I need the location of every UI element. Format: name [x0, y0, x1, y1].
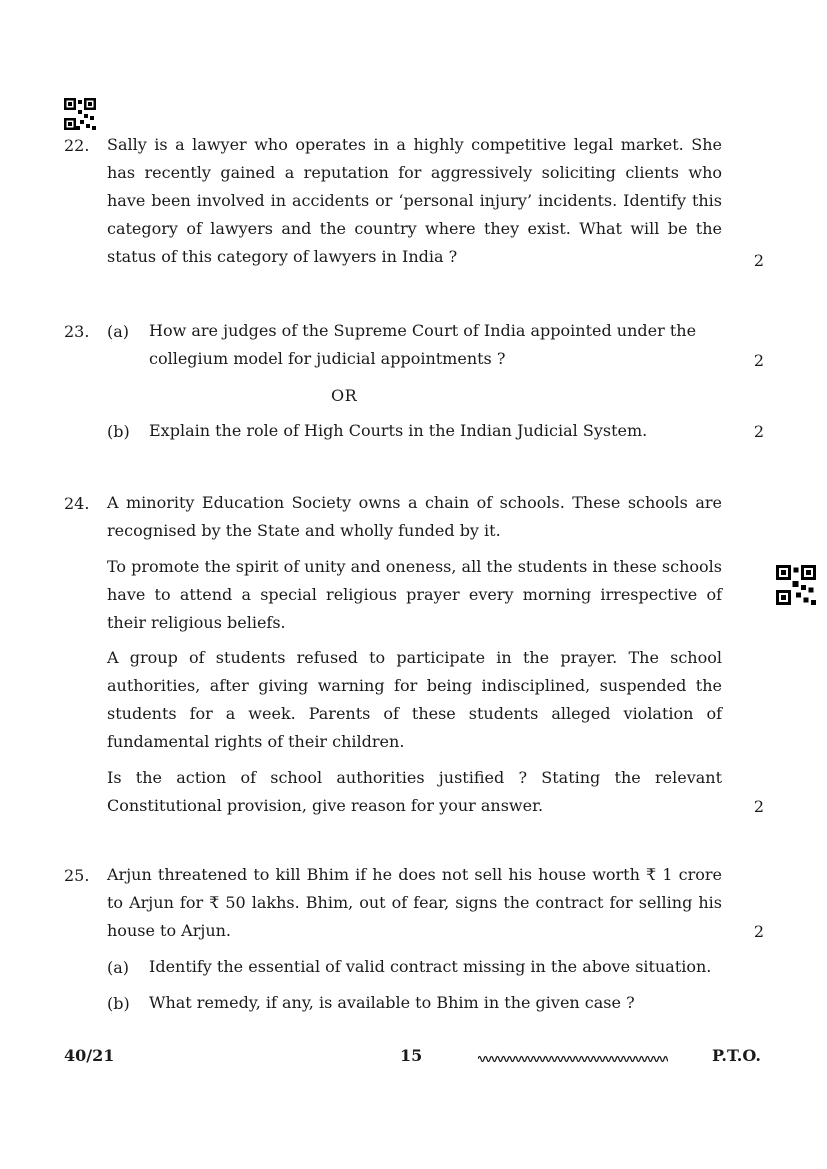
part-label: (b)	[107, 994, 130, 1013]
question-number: 23.	[64, 322, 90, 341]
question-text: Arjun threatened to kill Bhim if he does not sell his house worth ₹ 1 crore to Arjun for ₹ 50 lakhs. Bhim, out of fear, signs the contract for selling his house to Arjun.	[107, 865, 722, 940]
part-label: (b)	[107, 422, 130, 441]
question-number: 25.	[64, 866, 90, 885]
question-marks: 2	[753, 922, 764, 941]
question-text: Sally is a lawyer who operates in a highly competitive legal market. She has recently gained a reputation for aggressively soliciting clients who have been involved in accidents or ‘personal injury’ incidents. Identify this category of lawyers and the country where they exist. What will be the status of this category of lawyers in India ?	[107, 135, 722, 266]
question-marks: 2	[753, 422, 764, 441]
qr-code-icon	[64, 98, 96, 130]
part-text: Identify the essential of valid contract missing in the above situation.	[149, 957, 712, 976]
wavy-line-decoration	[478, 1050, 668, 1069]
part-label: (a)	[107, 958, 130, 977]
question-paragraph: A group of students refused to participate in the prayer. The school authorities, after giving warning for being indisciplined, suspended the students for a week. Parents of these students alleged violation of fundamental rights of their children.	[107, 648, 722, 751]
question-number: 22.	[64, 136, 90, 155]
question-paragraph: Is the action of school authorities justified ? Stating the relevant Constitutional provision, give reason for your answer.	[107, 768, 722, 815]
page-number: 15	[400, 1046, 423, 1065]
part-text: How are judges of the Supreme Court of India appointed under the collegium model for judicial appointments ?	[149, 321, 697, 368]
question-paragraph: A minority Education Society owns a chain of schools. These schools are recognised by the State and wholly funded by it.	[107, 493, 722, 540]
part-label: (a)	[107, 322, 130, 341]
qr-code-top	[64, 98, 96, 130]
paper-code: 40/21	[64, 1046, 115, 1065]
part-text: Explain the role of High Courts in the Indian Judicial System.	[149, 421, 648, 440]
question-number: 24.	[64, 494, 90, 513]
part-text: What remedy, if any, is available to Bhim in the given case ?	[149, 993, 635, 1012]
question-marks: 2	[753, 251, 764, 270]
question-marks: 2	[753, 797, 764, 816]
qr-code-side	[776, 565, 816, 605]
qr-code-icon	[776, 565, 816, 605]
question-marks: 2	[753, 351, 764, 370]
question-paragraph: To promote the spirit of unity and oneness, all the students in these schools have to attend a special religious prayer every morning irrespective of their religious beliefs.	[107, 557, 722, 632]
pto-label: P.T.O.	[712, 1046, 761, 1065]
or-separator: OR	[331, 386, 358, 405]
